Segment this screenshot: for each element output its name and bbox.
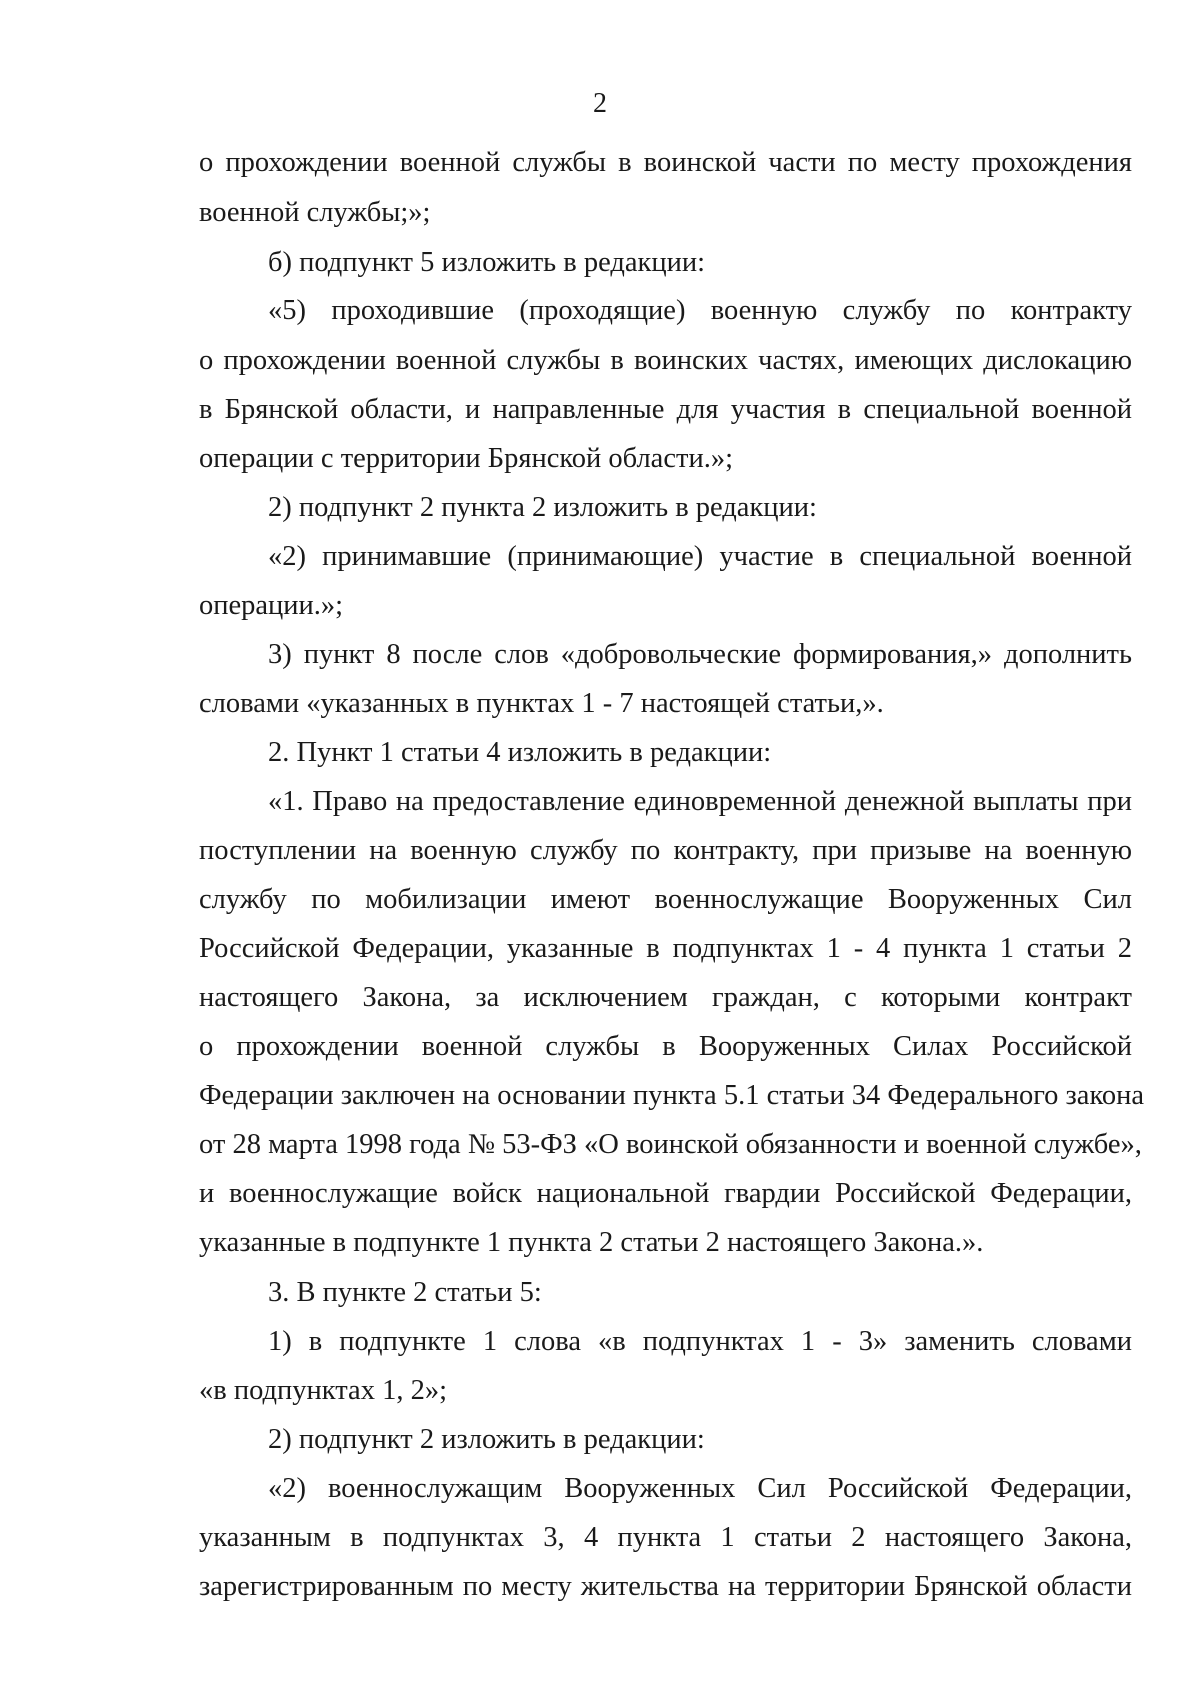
text-line: настоящего Закона, за исключением граждан, с которыми контракт [199, 982, 1132, 1013]
text-line: операции с территории Брянской области.»; [199, 443, 733, 474]
text-line: 1) в подпункте 1 слова «в подпунктах 1 - 3» заменить словами [268, 1326, 1132, 1357]
text-line: о прохождении военной службы в воинских частях, имеющих дислокацию [199, 345, 1132, 376]
text-line: 2) подпункт 2 изложить в редакции: [268, 1424, 705, 1455]
text-line: Российской Федерации, указанные в подпунктах 1 - 4 пункта 1 статьи 2 [199, 933, 1132, 964]
text-line: б) подпункт 5 изложить в редакции: [268, 247, 706, 278]
text-line: и военнослужащие войск национальной гвардии Российской Федерации, [199, 1178, 1132, 1209]
text-line: 3) пункт 8 после слов «добровольческие формирования,» дополнить [268, 639, 1132, 670]
text-line: операции.»; [199, 590, 344, 621]
text-line: 2) подпункт 2 пункта 2 изложить в редакции: [268, 492, 817, 523]
text-line: указанным в подпунктах 3, 4 пункта 1 статьи 2 настоящего Закона, [199, 1522, 1132, 1553]
text-line: «1. Право на предоставление единовременной денежной выплаты при [268, 786, 1132, 817]
text-line: «2) принимавшие (принимающие) участие в специальной военной [268, 541, 1132, 572]
text-line: «5) проходившие (проходящие) военную службу по контракту [268, 295, 1132, 326]
text-line: Федерации заключен на основании пункта 5.1 статьи 34 Федерального закона [199, 1080, 1145, 1111]
text-line: о прохождении военной службы в Вооруженных Силах Российской [199, 1031, 1132, 1062]
text-line: «2) военнослужащим Вооруженных Сил Российской Федерации, [268, 1473, 1132, 1504]
text-line: службу по мобилизации имеют военнослужащие Вооруженных Сил [199, 884, 1132, 915]
text-line: от 28 марта 1998 года № 53-ФЗ «О воинской обязанности и военной службе», [199, 1129, 1142, 1160]
text-line: указанные в подпункте 1 пункта 2 статьи 2 настоящего Закона.». [199, 1227, 984, 1258]
text-line: поступлении на военную службу по контракту, при призыве на военную [199, 835, 1132, 866]
page-number: 2 [593, 88, 607, 119]
text-line: 3. В пункте 2 статьи 5: [268, 1277, 542, 1308]
text-line: «в подпунктах 1, 2»; [199, 1375, 447, 1406]
text-line: в Брянской области, и направленные для участия в специальной военной [199, 394, 1132, 425]
text-line: военной службы;»; [199, 197, 431, 228]
text-line: 2. Пункт 1 статьи 4 изложить в редакции: [268, 737, 772, 768]
text-line: словами «указанных в пунктах 1 - 7 настоящей статьи,». [199, 688, 884, 719]
text-line: зарегистрированным по месту жительства на территории Брянской области [199, 1571, 1132, 1602]
text-line: о прохождении военной службы в воинской части по месту прохождения [199, 147, 1132, 178]
